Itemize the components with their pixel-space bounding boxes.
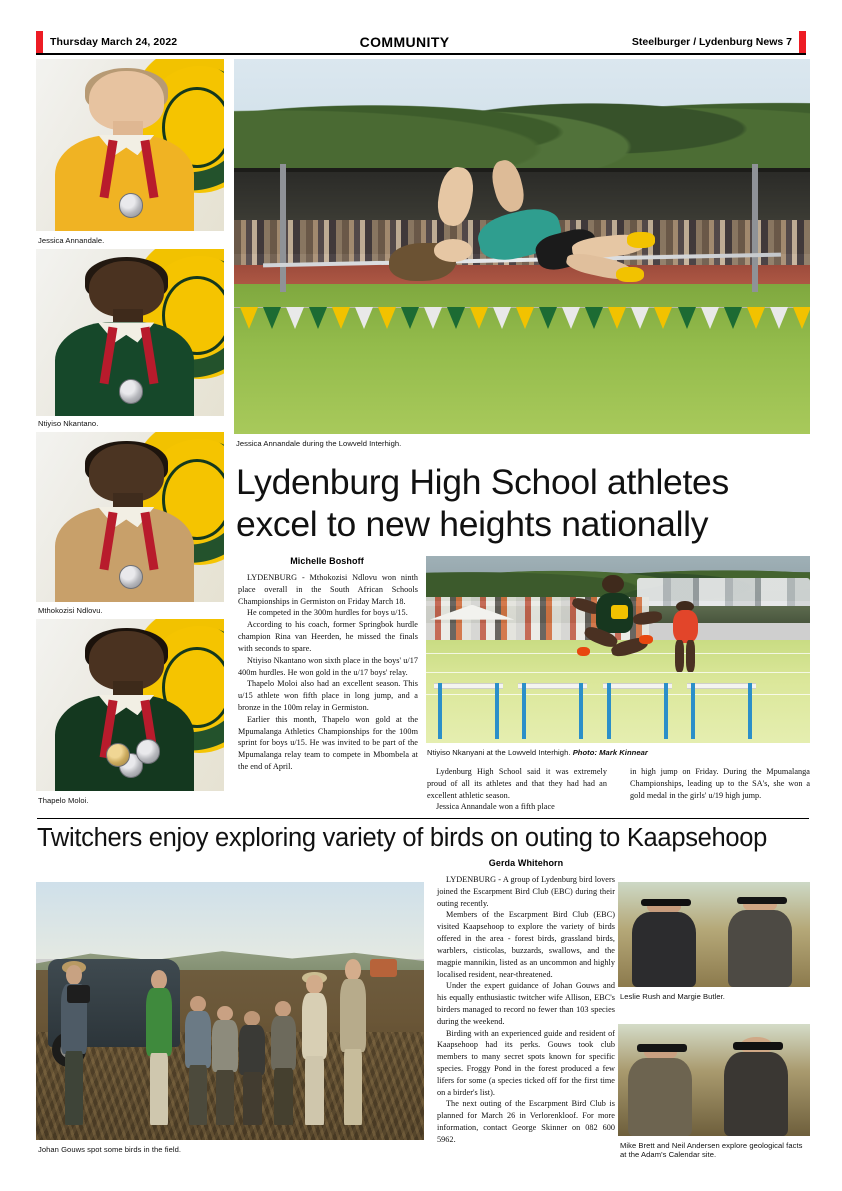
headline-athletics-line1: Lydenburg High School athletes (236, 462, 729, 502)
masthead-section-title: COMMUNITY (359, 34, 450, 50)
caption-jessica-annandale-portrait: Jessica Annandale. (38, 236, 105, 245)
paragraph: The next outing of the Escarpment Bird Club is planned for March 26 in Verlorenkloof. For more information, contact George Skinner on 082 600 5962. (437, 1099, 615, 1144)
section-divider-top (37, 818, 809, 819)
byline-gerda-whitehorn: Gerda Whitehorn (488, 858, 564, 868)
photo-birders-field (36, 882, 424, 1140)
headline-athletics (236, 462, 810, 546)
caption-high-jump-lead: Jessica Annandale during the Lowveld Interhigh. (236, 439, 402, 448)
caption-hurdles-action (427, 748, 809, 757)
paragraph: Thapelo Moloi also had an excellent season. This u/15 athlete won fifth place in long jump, and a bronze in the 100m relay in Germiston. (238, 679, 418, 712)
hurdler-figure-foreground (572, 575, 656, 691)
photo-thapelo-moloi-portrait (36, 619, 224, 791)
paragraph: According to his coach, former Springbok hurdle champion Rina van Heerden, he missed the finals with seconds to spare. (238, 620, 418, 653)
caption-text: Ntiyiso Nkanyani at the Lowveld Interhigh. (427, 748, 571, 757)
paragraph: Birding with an experienced guide and resident of Kaapsehoop had its perks. Gouws took club members to many secret spots known for specific species. Froggy Pond in the forest produced a few lifers for some (a species ticked off for the first time on a birder's list). (437, 1028, 615, 1097)
photo-mthokozisi-ndlovu-portrait (36, 432, 224, 602)
masthead-left-rule (36, 31, 43, 53)
photo-mike-brett-neil-andersen (618, 1024, 810, 1136)
masthead-divider (36, 53, 806, 55)
headline-athletics-line2: excel to new heights nationally (236, 503, 709, 544)
athletics-column-3 (630, 766, 810, 801)
photo-high-jump-lead (234, 59, 810, 434)
twitchers-column-1 (437, 874, 615, 1146)
paragraph: Under the expert guidance of Johan Gouws and his equally enthusiastic twitcher wife Allison, EBC's birders managed to record no fewer than 103 species during the weekend. (437, 981, 615, 1026)
headline-twitchers: Twitchers enjoy exploring variety of birds on outing to Kaapsehoop (37, 824, 768, 852)
paragraph: Earlier this month, Thapelo won gold at the Mpumalanga Athletics Championships for the 100m sprint for boys u/15. He was invited to be part of the Mpumalanga relay team to compete in Mbombela at the end of April. (238, 714, 418, 771)
caption-leslie-rush-margie-butler: Leslie Rush and Margie Butler. (620, 992, 725, 1001)
paragraph: Ntiyiso Nkantano won sixth place in the boys' u/17 400m hurdles. He won gold in the u/17 boys' relay. (238, 655, 418, 677)
paragraph: Members of the Escarpment Bird Club (EBC) visited Kaapsehoop to explore the variety of birds offered in the area - forest birds, grassland birds, warblers, cisticolas, buzzards, swallows, and the magpie mannikin, listed as an uncommon and highly localised resident, near-threatened. (437, 910, 615, 979)
masthead-publication: Steelburger / Lydenburg News 7 (631, 36, 792, 48)
masthead-right-rule (799, 31, 806, 53)
paragraph: in high jump on Friday. During the Mpumalanga Championships, leading up to the SA's, she won a gold medal in the girls' u/19 high jump. (630, 767, 810, 800)
photo-leslie-rush-margie-butler (618, 882, 810, 987)
athletics-column-2 (427, 766, 607, 813)
paragraph: Lydenburg High School said it was extremely proud of all its athletes and that they had had an excellent athletic season. (427, 767, 607, 800)
caption-thapelo-moloi-portrait: Thapelo Moloi. (38, 796, 89, 805)
masthead-date: Thursday March 24, 2022 (50, 36, 178, 48)
masthead (36, 30, 806, 54)
paragraph: LYDENBURG - Mthokozisi Ndlovu won ninth place overall in the South African Schools Championships in Germiston on Friday March 18. (238, 573, 418, 606)
athletics-column-1 (238, 572, 418, 773)
photo-ntiyiso-nkantano-portrait (36, 249, 224, 416)
hurdler-figure-background (664, 601, 706, 680)
paragraph: Jessica Annandale won a fifth place (436, 802, 555, 812)
caption-mthokozisi-ndlovu-portrait: Mthokozisi Ndlovu. (38, 606, 103, 615)
paragraph: He competed in the 300m hurdles for boys u/15. (247, 608, 408, 618)
photo-jessica-annandale-portrait (36, 59, 224, 231)
athlete-figure (384, 157, 660, 330)
photo-hurdles-action (426, 556, 810, 743)
caption-mike-brett-neil-andersen: Mike Brett and Neil Andersen explore geological facts at the Adam's Calendar site. (620, 1141, 803, 1160)
paragraph: LYDENBURG - A group of Lydenburg bird lovers joined the Escarpment Bird Club (EBC) during their outing recently. (437, 875, 615, 908)
byline-michelle-boshoff: Michelle Boshoff (290, 556, 364, 566)
caption-ntiyiso-nkantano-portrait: Ntiyiso Nkantano. (38, 419, 99, 428)
photo-credit: Photo: Mark Kinnear (572, 748, 648, 757)
caption-birders-field: Johan Gouws spot some birds in the field. (38, 1145, 182, 1154)
